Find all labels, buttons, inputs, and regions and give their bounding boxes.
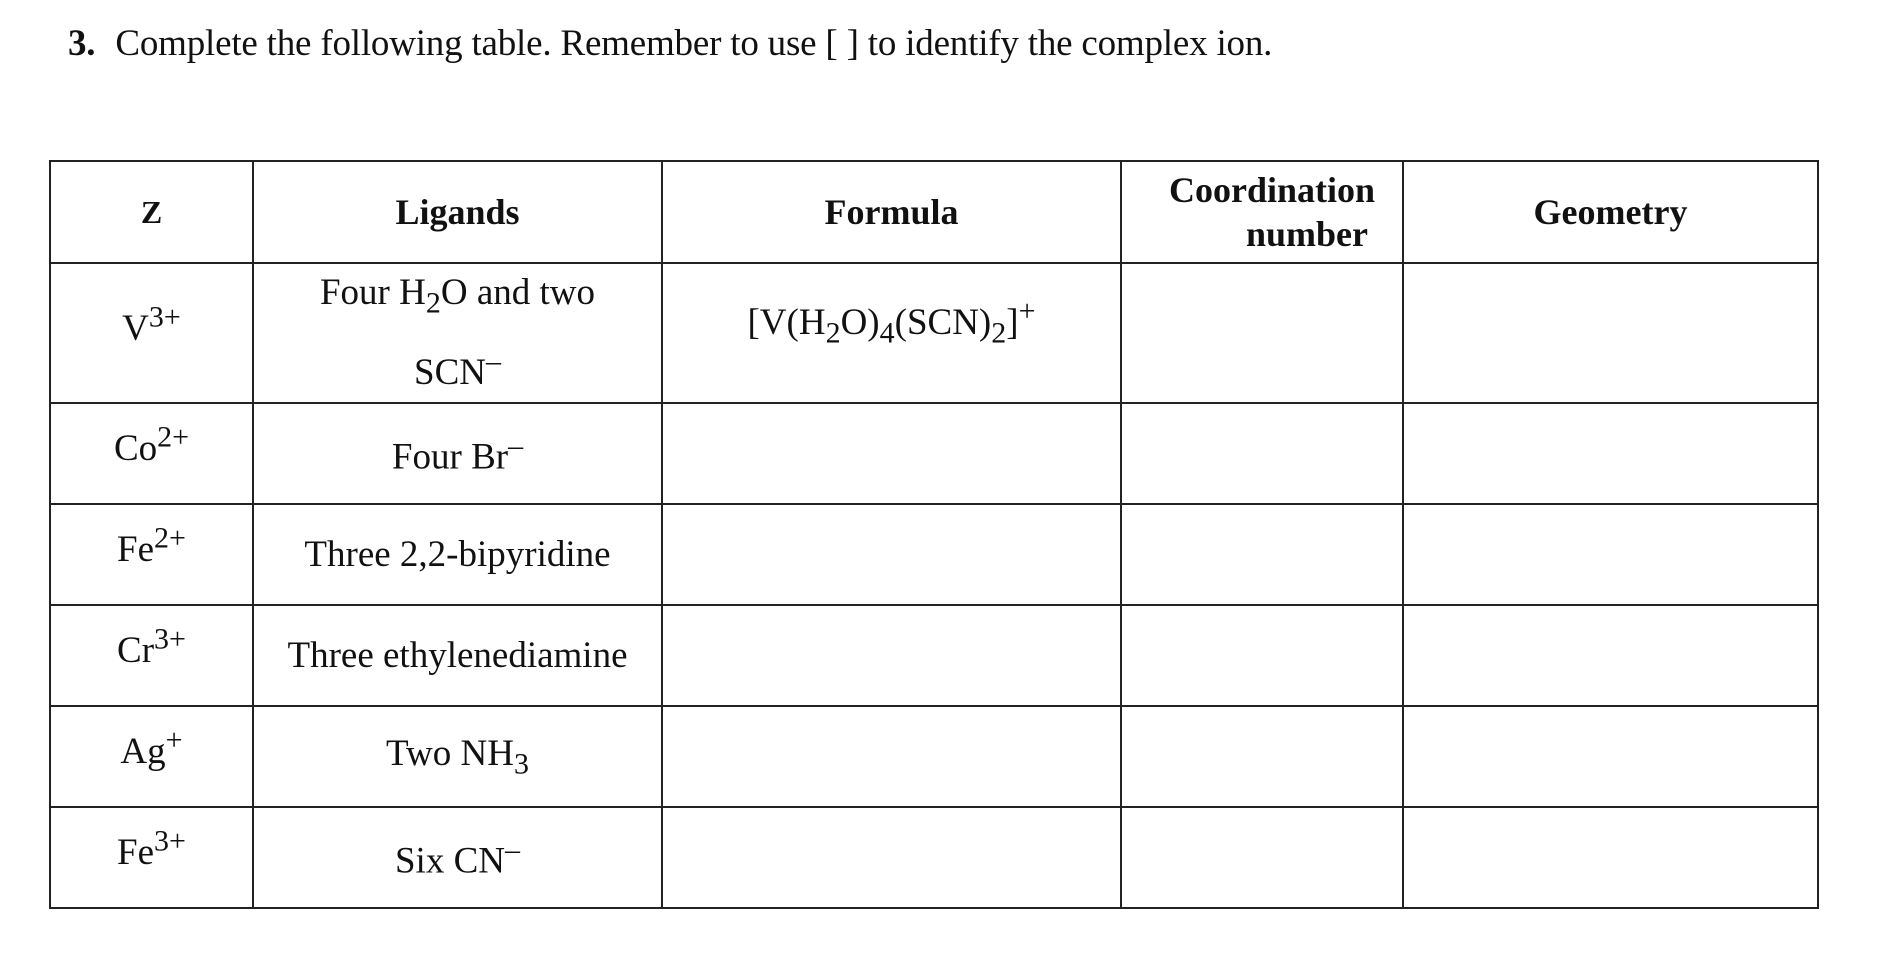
metal-charge: + <box>165 723 183 757</box>
table-row <box>50 504 1818 605</box>
formula-subscript: 2 <box>825 316 841 350</box>
coordination-number-cell[interactable] <box>1121 605 1403 706</box>
header-formula: Formula <box>662 161 1121 263</box>
geometry-cell[interactable] <box>1403 504 1818 605</box>
ligand-text: O and two <box>440 272 596 313</box>
ligands-cell <box>253 807 662 908</box>
metal-symbol: V <box>122 307 149 349</box>
formula-cell[interactable] <box>662 807 1121 908</box>
metal-charge: 3+ <box>154 622 186 656</box>
question-number: 3. <box>68 23 96 64</box>
metal-ion-cell <box>50 807 253 908</box>
ligands-cell <box>253 706 662 807</box>
formula-part: ] <box>1006 302 1019 344</box>
metal-ion <box>117 824 186 873</box>
metal-symbol: Ag <box>120 730 166 772</box>
ligand-charge: ‒ <box>485 344 501 378</box>
formula-part: [V(H <box>747 302 826 344</box>
geometry-cell[interactable] <box>1403 263 1818 403</box>
ligand-text: Four H <box>319 272 426 313</box>
formula-subscript: 4 <box>879 316 895 350</box>
metal-charge: 3+ <box>148 300 181 334</box>
metal-ion-cell <box>50 263 253 403</box>
metal-symbol: Co <box>113 427 158 469</box>
metal-ion-cell <box>50 706 253 807</box>
formula-text <box>747 295 1036 350</box>
metal-ion <box>117 622 186 671</box>
formula-cell[interactable] <box>662 605 1121 706</box>
formula-part: O) <box>840 302 880 344</box>
metal-charge: 3+ <box>154 824 186 858</box>
metal-symbol: Cr <box>117 629 155 671</box>
formula-cell[interactable] <box>662 403 1121 504</box>
ligand-text: Two NH <box>386 732 514 774</box>
table-row <box>50 605 1818 706</box>
coordination-number-cell[interactable] <box>1121 807 1403 908</box>
metal-symbol: Fe <box>117 528 155 570</box>
question-text <box>68 22 1272 65</box>
header-coordination-line1: Coordination <box>1168 170 1376 210</box>
metal-ion <box>122 300 181 349</box>
table-row <box>50 403 1818 504</box>
metal-charge: 2+ <box>154 521 186 555</box>
ligand-subscript: 2 <box>425 286 441 320</box>
ligands-cell <box>253 605 662 706</box>
ligand-charge: ‒ <box>505 832 520 866</box>
coordination-number-cell[interactable] <box>1121 504 1403 605</box>
header-coordination-number <box>1121 161 1403 263</box>
table-row <box>50 263 1818 403</box>
complex-ion-table <box>49 160 1819 909</box>
formula-charge: + <box>1018 295 1036 328</box>
formula-cell[interactable] <box>662 504 1121 605</box>
ligand-subscript: 3 <box>513 746 529 780</box>
header-geometry: Geometry <box>1403 161 1818 263</box>
geometry-cell[interactable] <box>1403 706 1818 807</box>
geometry-cell[interactable] <box>1403 403 1818 504</box>
table-header-row <box>50 161 1818 263</box>
ligands-cell <box>253 263 662 403</box>
ligand-charge: ‒ <box>508 428 524 462</box>
metal-charge: 2+ <box>157 420 190 454</box>
ligands-cell <box>253 504 662 605</box>
ligand-text: Three 2,2-bipyridine <box>304 533 611 575</box>
geometry-cell[interactable] <box>1403 807 1818 908</box>
ligands-line2 <box>414 344 501 393</box>
metal-ion <box>120 723 183 772</box>
metal-ion <box>113 420 190 469</box>
metal-ion-cell <box>50 403 253 504</box>
geometry-cell[interactable] <box>1403 605 1818 706</box>
formula-cell[interactable] <box>662 263 1121 403</box>
ligands-line1 <box>319 272 596 320</box>
formula-part: (SCN) <box>894 302 992 344</box>
ligand-text: Six CN <box>394 839 505 881</box>
table-row <box>50 706 1818 807</box>
header-z: Z <box>50 161 253 263</box>
coordination-number-cell[interactable] <box>1121 403 1403 504</box>
ligand-text: SCN <box>414 351 486 393</box>
ligand-text: Three ethylenediamine <box>287 634 628 676</box>
header-ligands: Ligands <box>253 161 662 263</box>
header-coordination-line2: number <box>1245 214 1368 254</box>
metal-symbol: Fe <box>117 831 155 873</box>
coordination-number-cell[interactable] <box>1121 263 1403 403</box>
metal-ion-cell <box>50 504 253 605</box>
question-instruction: Complete the following table. Remember to use [ ] to identify the complex ion. <box>115 23 1273 64</box>
formula-subscript: 2 <box>991 316 1007 350</box>
metal-ion-cell <box>50 605 253 706</box>
ligands-cell <box>253 403 662 504</box>
formula-cell[interactable] <box>662 706 1121 807</box>
ligand-text: Four Br <box>391 435 509 477</box>
coordination-number-cell[interactable] <box>1121 706 1403 807</box>
table-row <box>50 807 1818 908</box>
metal-ion <box>117 521 186 570</box>
